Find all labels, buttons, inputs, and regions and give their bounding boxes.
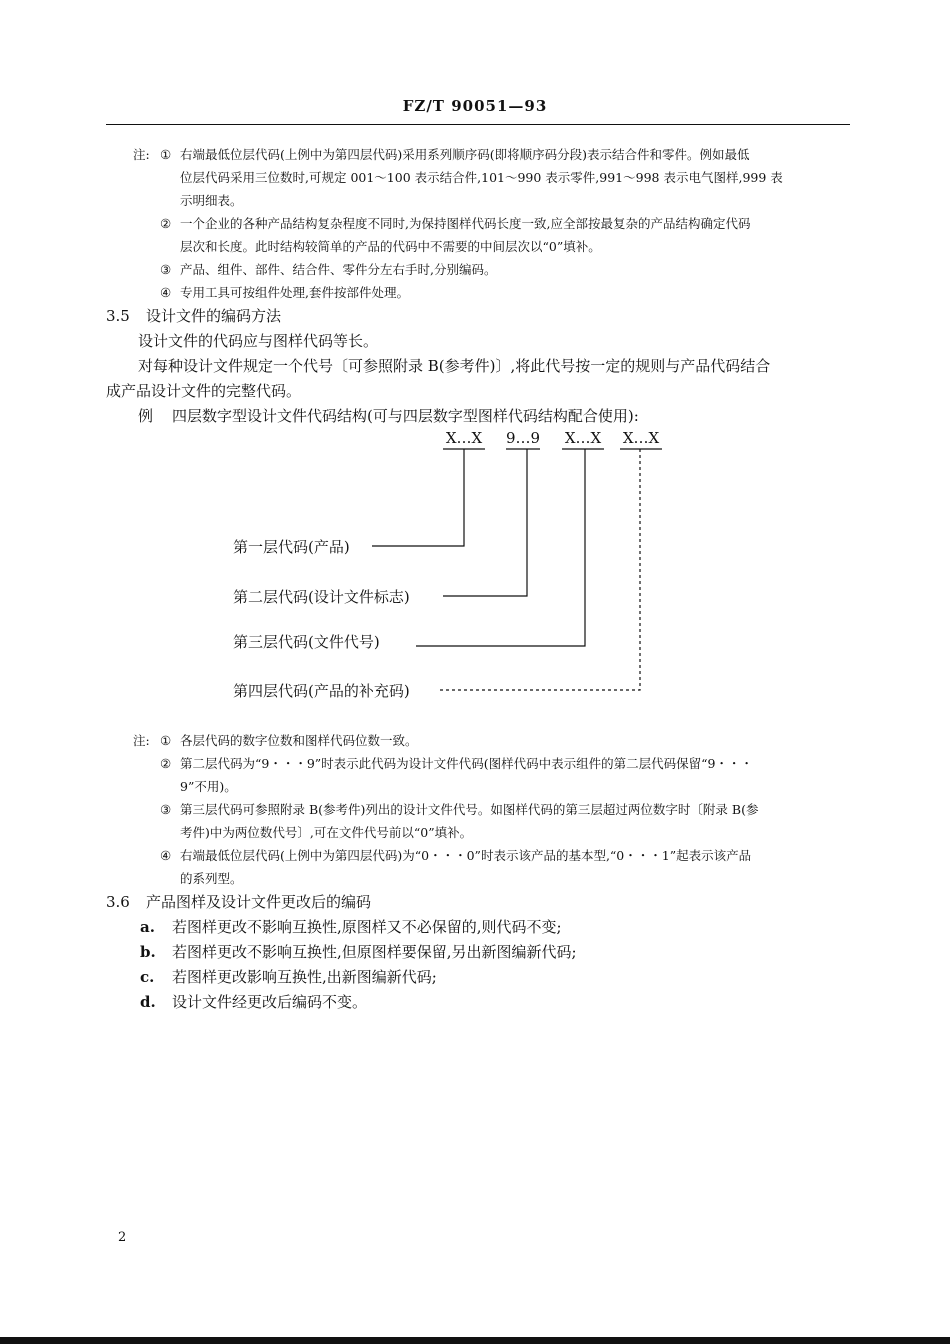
code-level-4: X…X [622,429,660,447]
note-line: 考件)中为两位数代号〕,可在文件代号前以“0”填补。 [180,825,473,840]
note-line: 第二层代码为“9・・・9”时表示此代码为设计文件代码(图样代码中表示组件的第二层代码保留“9・・・ [180,756,753,771]
note-label: 注: [133,733,150,748]
note-marker: ② [160,216,172,231]
section-number: 3.5 [106,307,130,325]
section-title: 产品图样及设计文件更改后的编码 [146,893,372,911]
paragraph: 设计文件的代码应与图样代码等长。 [138,332,379,350]
note-line: 示明细表。 [180,193,243,208]
section-title: 设计文件的编码方法 [146,307,282,325]
label-level-3: 第三层代码(文件代号) [233,633,380,651]
note-marker: ① [160,147,172,162]
note-line: 9”不用)。 [180,779,237,794]
section-number: 3.6 [106,893,130,911]
note-marker: ④ [160,285,172,300]
paragraph: 对每种设计文件规定一个代号〔可参照附录 B(参考件)〕,将此代号按一定的规则与产品代码结合 [138,357,771,375]
scan-bottom-edge [0,1337,950,1344]
note-marker: ④ [160,848,172,863]
note-marker: ② [160,756,172,771]
note-line: 各层代码的数字位数和图样代码位数一致。 [180,733,418,748]
example-text: 四层数字型设计文件代码结构(可与四层数字型图样代码结构配合使用): [172,407,639,425]
label-level-1: 第一层代码(产品) [233,538,350,556]
note-line: 的系列型。 [180,871,243,886]
standard-code-header: FZ/T 90051—93 [402,97,548,115]
list-item: 若图样更改影响互换性,出新图编新代码; [172,968,437,986]
note-line: 产品、组件、部件、结合件、零件分左右手时,分别编码。 [180,262,497,277]
page-number: 2 [118,1230,127,1245]
note-marker: ③ [160,262,172,277]
code-level-3: X…X [564,429,602,447]
code-level-1: X…X [445,429,483,447]
note-label: 注: [133,147,150,162]
connector-level-4 [440,449,640,690]
note-marker: ③ [160,802,172,817]
code-level-2: 9…9 [506,429,541,447]
note-line: 专用工具可按组件处理,套件按部件处理。 [180,285,409,300]
connector-level-2 [443,449,527,596]
label-level-4: 第四层代码(产品的补充码) [233,682,410,700]
note-marker: ① [160,733,172,748]
label-level-2: 第二层代码(设计文件标志) [233,588,410,606]
list-item: 设计文件经更改后编码不变。 [172,993,368,1011]
connector-level-3 [416,449,585,646]
list-marker: c. [140,968,155,986]
note-line: 层次和长度。此时结构较简单的产品的代码中不需要的中间层次以“0”填补。 [180,239,601,254]
note-line: 一个企业的各种产品结构复杂程度不同时,为保持图样代码长度一致,应全部按最复杂的产品结构确定代码 [180,216,751,231]
list-marker: d. [140,993,156,1011]
note-line: 右端最低位层代码(上例中为第四层代码)为“0・・・0”时表示该产品的基本型,“0・・・1”起表示该产品 [180,848,752,863]
example-label: 例 [138,407,154,425]
note-line: 位层代码采用三位数时,可规定 001～100 表示结合件,101～990 表示零件,991～998 表示电气图样,999 表 [180,170,783,185]
note-line: 右端最低位层代码(上例中为第四层代码)采用系列顺序码(即将顺序码分段)表示结合件和零件。例如最低 [180,147,750,162]
list-item: 若图样更改不影响互换性,原图样又不必保留的,则代码不变; [172,918,562,936]
list-item: 若图样更改不影响互换性,但原图样要保留,另出新图编新代码; [172,943,577,961]
paragraph: 成产品设计文件的完整代码。 [106,382,302,400]
list-marker: b. [140,943,156,961]
list-marker: a. [140,918,155,936]
note-line: 第三层代码可参照附录 B(参考件)列出的设计文件代号。如图样代码的第三层超过两位数字时〔附录 B(参 [180,802,759,817]
connector-level-1 [372,449,464,546]
